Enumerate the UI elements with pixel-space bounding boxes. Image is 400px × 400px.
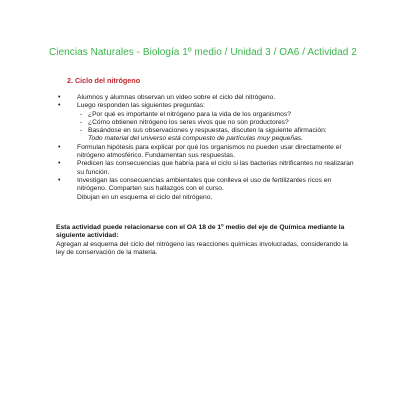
question-text: ¿Por qué es importante el nitrógeno para la vida de los organismos?: [88, 110, 291, 118]
bullet-icon: •: [58, 160, 61, 168]
question-list: [77, 111, 356, 144]
oa-relation-title: Esta actividad puede relacionarse con el OA 18 de 1º medio del eje de Química mediante la siguiente actividad:: [56, 224, 345, 240]
breadcrumb: Ciencias Naturales - Biología 1º medio / Unidad 3 / OA6 / Actividad 2: [49, 47, 357, 58]
activity-list: [56, 94, 356, 194]
question-item: [79, 119, 356, 127]
list-item-text: Alumnos y alumnas observan un video sobre el ciclo del nitrógeno.: [77, 94, 276, 101]
dash-icon: -: [80, 110, 83, 118]
list-item: [56, 177, 356, 194]
list-item: [56, 160, 356, 177]
dash-icon: -: [80, 118, 83, 126]
bullet-icon: •: [58, 176, 61, 184]
question-text: Basándose en sus observaciones y respuestas, discuten la siguiente afirmación:: [88, 127, 327, 135]
oa-relation-body: Agregan al esquema del ciclo del nitrógeno las reacciones químicas involucradas, considerando la ley de conservación de la materia.: [56, 240, 348, 256]
list-item-text: Predicen las consecuencias que habría para el ciclo si las bacterias nitrificantes no realizaran su función.: [77, 160, 354, 176]
question-item: [79, 111, 356, 119]
list-item: [56, 94, 356, 102]
bullet-icon: •: [58, 143, 61, 151]
question-item: [79, 127, 356, 144]
bullet-icon: •: [58, 102, 61, 110]
list-item-text: Investigan las consecuencias ambientales que conlleva el uso de fertilizantes ricos en nitrógeno. Comparten sus hallazgos con el curso.: [77, 176, 332, 193]
list-item: [56, 144, 356, 161]
bullet-icon: •: [58, 94, 61, 101]
activity-content: [56, 94, 356, 202]
quoted-statement: Todo material del universo está compuesto de partículas muy pequeñas.: [88, 135, 303, 143]
list-item-text: Luego responden las siguientes preguntas:: [77, 102, 205, 110]
list-item-text: Formulan hipótesis para explicar por qué los organismos no pueden usar directamente el nitrógeno atmosférico. Fundamentan sus respuestas.: [77, 143, 341, 160]
dash-icon: -: [80, 127, 83, 135]
section-title: 2. Ciclo del nitrógeno: [67, 76, 141, 85]
closing-instruction: Dibujan en un esquema el ciclo del nitrógeno.: [77, 193, 213, 201]
question-text: ¿Cómo obtienen nitrógeno los seres vivos que no son productores?: [88, 118, 289, 126]
list-item: [56, 102, 356, 143]
oa-relation-block: [56, 224, 356, 257]
